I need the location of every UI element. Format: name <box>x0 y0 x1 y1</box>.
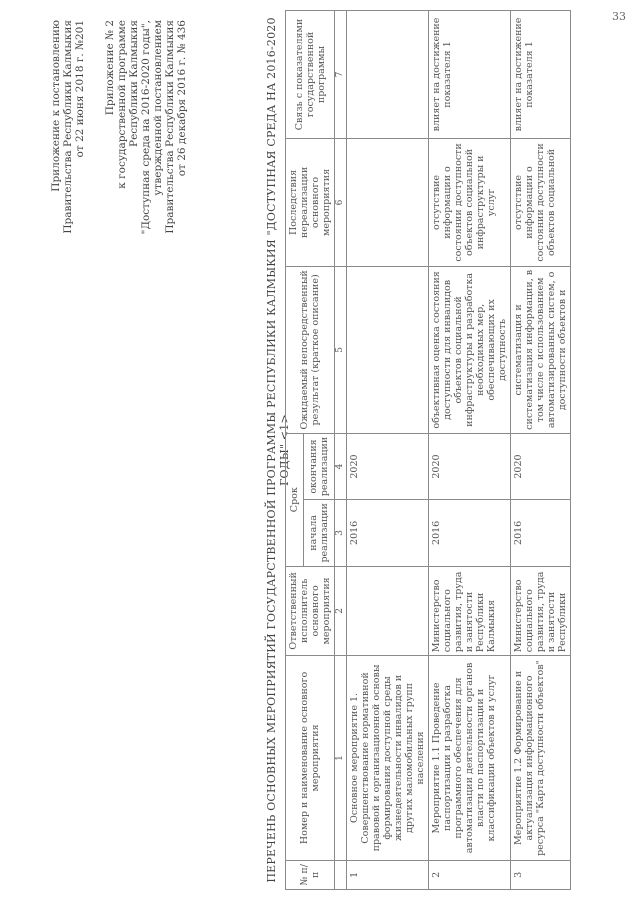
appendix-note-line: от 22 июня 2018 г. №201 <box>74 20 86 158</box>
rotated-sheet <box>50 10 610 890</box>
appendix-note-line: Приложение № 2 <box>104 20 116 116</box>
appendix-note-2 <box>104 20 188 234</box>
column-number: 6 <box>335 139 347 267</box>
appendix-note-line: утвержденной постановлением <box>152 20 164 196</box>
header-start: начала реализации <box>304 500 335 566</box>
row-end: 2020 <box>429 433 511 499</box>
row-name: Мероприятие 1.1 Проведение паспортизации и разработка программного обеспечения для автоматизации деятельности органов власти по паспортизации и классификации объектов и услуг <box>429 656 511 861</box>
measures-table <box>285 10 571 890</box>
row-end: 2020 <box>511 433 571 499</box>
appendix-note-line: Правительства Республики Калмыкия <box>62 20 74 234</box>
row-consequences: отсутствие информации о состоянии доступности объектов социальной инфраструктуры и услуг <box>429 139 511 267</box>
header-term: Срок <box>286 433 304 566</box>
document-title: ПЕРЕЧЕНЬ ОСНОВНЫХ МЕРОПРИЯТИЙ ГОСУДАРСТВЕННОЙ ПРОГРАММЫ РЕСПУБЛИКИ КАЛМЫКИЯ "ДОСТУПНАЯ СРЕДА НА 2016-2020 ГОДЫ" <1> <box>265 17 291 883</box>
table-row <box>347 11 429 890</box>
row-start: 2016 <box>511 500 571 566</box>
row-result <box>347 266 429 433</box>
column-number-row <box>335 11 347 890</box>
row-executor <box>347 566 429 656</box>
row-end: 2020 <box>347 433 429 499</box>
table-header-row <box>286 11 304 890</box>
row-consequences <box>347 139 429 267</box>
column-number: 2 <box>335 566 347 656</box>
page-number: 33 <box>612 10 626 23</box>
header-no: № п/п <box>286 860 335 889</box>
row-consequences: отсутствие информации о состоянии доступности объектов социальной <box>511 139 571 267</box>
table-row <box>429 11 511 890</box>
row-link: влияет на достижение показателя 1 <box>429 11 511 139</box>
appendix-note-line: к государственной программе <box>116 20 128 189</box>
column-number: 7 <box>335 11 347 139</box>
row-result: систематизация и систематизация информации, в том числе с использованием автоматизированных систем, о доступности объектов и <box>511 266 571 433</box>
row-no: 1 <box>347 860 429 889</box>
row-no: 2 <box>429 860 511 889</box>
header-link: Связь с показателями государственной программы <box>286 11 335 139</box>
row-link <box>347 11 429 139</box>
appendix-note-line: Правительства Республики Калмыкия <box>164 20 176 234</box>
header-end: окончания реализации <box>304 433 335 499</box>
header-consequences: Последствия нереализации основного мероприятия <box>286 139 335 267</box>
header-name: Номер и наименование основного мероприятия <box>286 656 335 861</box>
row-executor: Министерство социального развития, труда и занятости Республики <box>511 566 571 656</box>
table-row <box>511 11 571 890</box>
column-number: 5 <box>335 266 347 433</box>
row-result: объективная оценка состояния доступности для инвалидов объектов социальной инфраструктуры и разработка необходимых мер, обеспечивающих их доступность <box>429 266 511 433</box>
appendix-note-1 <box>50 20 86 234</box>
row-start: 2016 <box>347 500 429 566</box>
appendix-note-line: Республики Калмыкия <box>128 20 140 147</box>
header-executor: Ответственный исполнитель основного мероприятия <box>286 566 335 656</box>
row-name: Мероприятие 1.2 Формирование и актуализация информационного ресурса "Карта доступности объектов" <box>511 656 571 861</box>
appendix-note-line: от 26 декабря 2016 г. № 436 <box>176 20 188 177</box>
column-number: 4 <box>335 433 347 499</box>
row-link: влияет на достижение показателя 1 <box>511 11 571 139</box>
header-result: Ожидаемый непосредственный результат (краткое описание) <box>286 266 335 433</box>
row-no: 3 <box>511 860 571 889</box>
row-name: Основное мероприятие 1. Совершенствование нормативной правовой и организационной основы формирования доступной среды жизнедеятельности инвалидов и других маломобильных групп населения <box>347 656 429 861</box>
column-number: 1 <box>335 656 347 861</box>
row-executor: Министерство социального развития, труда и занятости Республики Калмыкия <box>429 566 511 656</box>
column-number <box>335 860 347 889</box>
appendix-note-line: Приложение к постановлению <box>50 20 62 192</box>
column-number: 3 <box>335 500 347 566</box>
appendix-note-line: "Доступная среда на 2016-2020 годы", <box>140 20 152 235</box>
row-start: 2016 <box>429 500 511 566</box>
